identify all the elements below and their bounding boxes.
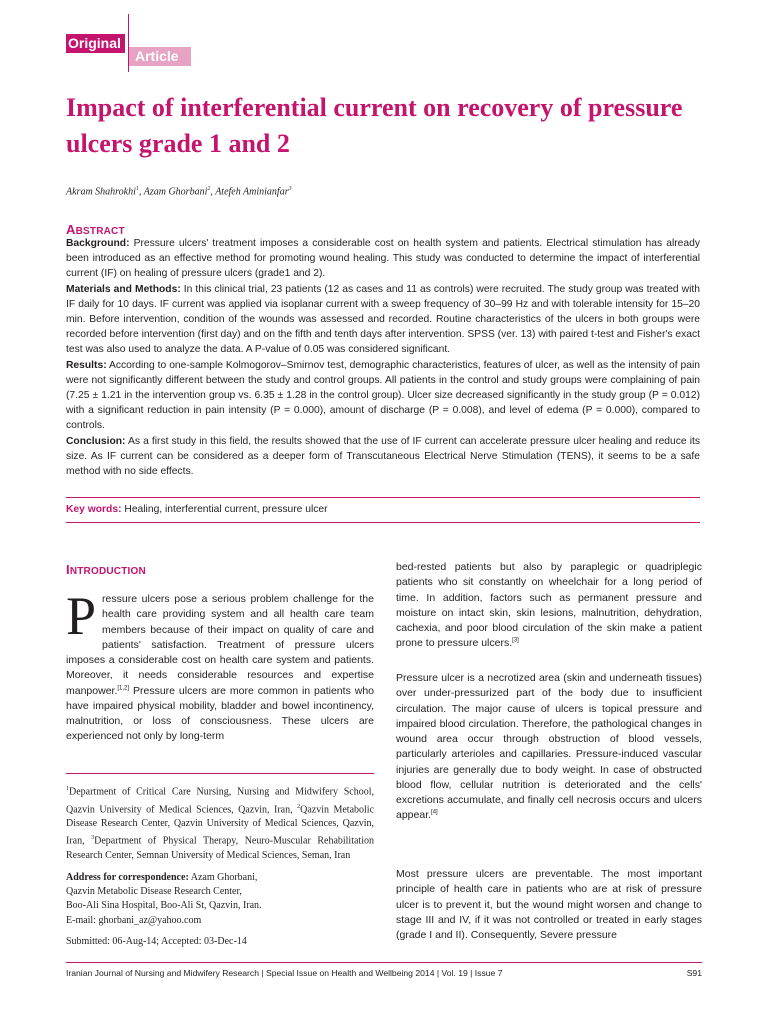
footer-divider: [66, 962, 702, 963]
correspondence-line: Qazvin Metabolic Disease Research Center,: [66, 886, 242, 898]
introduction-heading-rest: NTRODUCTION: [69, 566, 146, 577]
author-affiliation-sup: 1: [135, 186, 139, 192]
citation-ref: [4]: [431, 809, 438, 816]
masthead-article-label: Article: [129, 47, 191, 66]
correspondence-first-line: [66, 871, 374, 885]
drop-cap-letter: P: [66, 586, 97, 646]
masthead-original-label: Original: [66, 34, 125, 53]
abstract-label: Background:: [66, 238, 130, 249]
author-name: Akram Shahrokhi: [66, 186, 136, 198]
paragraph-text: Pressure ulcer is a necrotized area (skin and underneath tissues) over under-pressurized part of the body due to insufficient circulation. The major cause of ulcers is topical pressure and impaired blood circulation. Therefore, the pathological changes in wound area occur through obstruction of blood vessels, particularly arterioles and capillaries. Pressure-induced vascular injuries are generally due to body weight. In case of obstructed blood flow, cellular nutrition is deteriorated and the cells' excretions accumulate, and finally cell necrosis occurs and ulcers appear.: [396, 672, 702, 822]
abstract-heading-initial: A: [66, 222, 76, 237]
article-title: Impact of interferential current on recovery of pressure ulcers grade 1 and 2: [66, 93, 683, 158]
abstract-body: [66, 236, 700, 479]
abstract-heading-rest: BSTRACT: [75, 226, 125, 237]
affiliation-text: Department of Physical Therapy, Neuro-Muscular Rehabilitation Research Center, Semnan University of Medical Sciences, Seman, Iran: [66, 835, 374, 861]
keywords-label: Key words:: [66, 504, 122, 515]
intro-text-a: ressure ulcers pose a serious problem challenge for the health care providing system and all health care team members because of their impact on quality of care and patients' satisfaction. Treatment of pressure ulcers imposes a considerable cost on health care system and patients. Moreover, it needs considerable resources and expertise manpower.: [66, 593, 374, 697]
affiliation-sup: 1: [66, 786, 69, 792]
journal-citation: Iranian Journal of Nursing and Midwifery Research | Special Issue on Health and Wellbeing 2014 | Vol. 19 | Issue 7: [66, 968, 503, 978]
abstract-text: In this clinical trial, 23 patients (12 as cases and 11 as controls) were recruited. The study group was treated with IF daily for 10 days. IF current was applied via isoplanar current with a sweep frequency of 30–99 Hz and with tolerable intensity for 15–20 min. Before intervention, condition of the wounds was assessed and recorded. Routine characteristics of the ulcers in both groups were recorded before intervention (first day) and on the fifth and tenth days after intervention. SPSS (ver. 13) with paired t-test and Fisher's exact test was also used to analyze the data. A P-value of 0.05 was considered significant.: [66, 283, 700, 356]
intro-text-b: Pressure ulcers are more common in patients who have impaired physical mobility, bladder and bowel incontinency, malnutrition, or loss of consciousness. These ulcers are experienced not only by long-term: [66, 684, 374, 743]
abstract-methods: [66, 282, 700, 358]
abstract-label: Conclusion:: [66, 435, 126, 447]
author-name: Azam Ghorbani: [143, 186, 208, 198]
author-affiliation-sup: 2: [207, 186, 211, 192]
author-list: Akram Shahrokhi$^1$, Azam Ghorbani$^2$, Atefeh Aminianfar$^3$: [66, 186, 292, 198]
page-footer: [66, 968, 702, 978]
abstract-conclusion: [66, 434, 700, 480]
affiliation-text: Qazvin Metabolic Disease Research Center, Qazvin University of Medical Sciences, Qazvin, Iran,: [66, 803, 375, 847]
abstract-text: According to one-sample Kolmogorov–Smirnov test, demographic characteristics, features of ulcer, as well as the intensity of pain were not significantly different between the study and control groups. All patients in the control and study groups were complaining of pain (7.25 ± 1.21 in the intervention group vs. 6.35 ± 1.28 in the control group). Ulcer size decreased significantly in the study group (P = 0.012) with a significant reduction in pain intensity (P = 0.000), amount of discharge (P = 0.008), and level of edema (P = 0.000), compared to controls.: [66, 359, 700, 432]
introduction-heading-initial: I: [66, 562, 70, 577]
abstract-results: [66, 358, 700, 434]
introduction-paragraph: [66, 586, 374, 745]
paragraph-text: Most pressure ulcers are preventable. The most important principle of health care in patients who are at risk of pressure ulcer is to prevent it, but the wound might worsen and change to stage III and IV, if it was not controlled or treated in early stages (grade I and II). Consequently, Severe pressure: [396, 868, 702, 941]
affiliation-sup: 3: [91, 835, 95, 842]
affiliation-sup: 2: [297, 803, 301, 810]
affiliations-footnote: [66, 782, 374, 863]
correspondence-address: [66, 871, 374, 928]
body-paragraph: [396, 671, 702, 824]
abstract-label: Materials and Methods:: [66, 283, 181, 295]
abstract-background: [66, 236, 700, 282]
body-paragraph: [396, 560, 702, 652]
correspondence-email: E-mail: ghorbani_az@yahoo.com: [66, 914, 202, 926]
page-number: S91: [686, 968, 702, 978]
author-name: Atefeh Aminianfar: [215, 186, 289, 198]
abstract-text: As a first study in this field, the results showed that the use of IF current can accelerate pressure ulcer healing and reduce its size. As IF current can be considered as a deeper form of Transcutaneous Electrical Nerve Stimulation (TENS), it seems to be a safe method with no side effects.: [66, 435, 700, 478]
citation-ref: [1,2]: [117, 685, 130, 691]
abstract-heading: [66, 222, 125, 237]
abstract-text: Pressure ulcers' treatment imposes a considerable cost on health system and patients. Electrical stimulation has already been introduced as an effective method for promoting wound healing. This study was conducted to determine the impact of interferential current (IF) on healing of pressure ulcers (grade1 and 2).: [66, 238, 700, 280]
author-affiliation-sup: 3: [288, 186, 292, 192]
keywords-bar: [66, 497, 700, 523]
affiliation-text: Department of Critical Care Nursing, Nursing and Midwifery School, Qazvin University of Medical Sciences, Qazvin, Iran,: [66, 786, 374, 815]
correspondence-line: Boo-Ali Sina Hospital, Boo-Ali St, Qazvin, Iran.: [66, 900, 262, 912]
introduction-heading: [66, 562, 374, 577]
abstract-label: Results:: [66, 359, 107, 371]
correspondence-label: Address for correspondence:: [66, 872, 189, 883]
citation-ref: [3]: [512, 637, 519, 644]
keywords-text: Healing, interferential current, pressure ulcer: [121, 504, 328, 515]
correspondence-name: Azam Ghorbani,: [188, 872, 258, 883]
body-paragraph: [396, 867, 702, 943]
paragraph-text: bed-rested patients but also by paraplegic or quadriplegic patients who sit constantly on wheelchair for a long period of time. In addition, factors such as permanent pressure and moisture on intact skin, skin lesions, malnutrition, dehydration, cachexia, and poor blood circulation of the skin make a patient prone to pressure ulcers.: [396, 561, 702, 650]
footnote-divider: [66, 773, 374, 774]
article-type-masthead: [66, 14, 206, 74]
submission-dates: Submitted: 06-Aug-14; Accepted: 03-Dec-14: [66, 936, 247, 947]
